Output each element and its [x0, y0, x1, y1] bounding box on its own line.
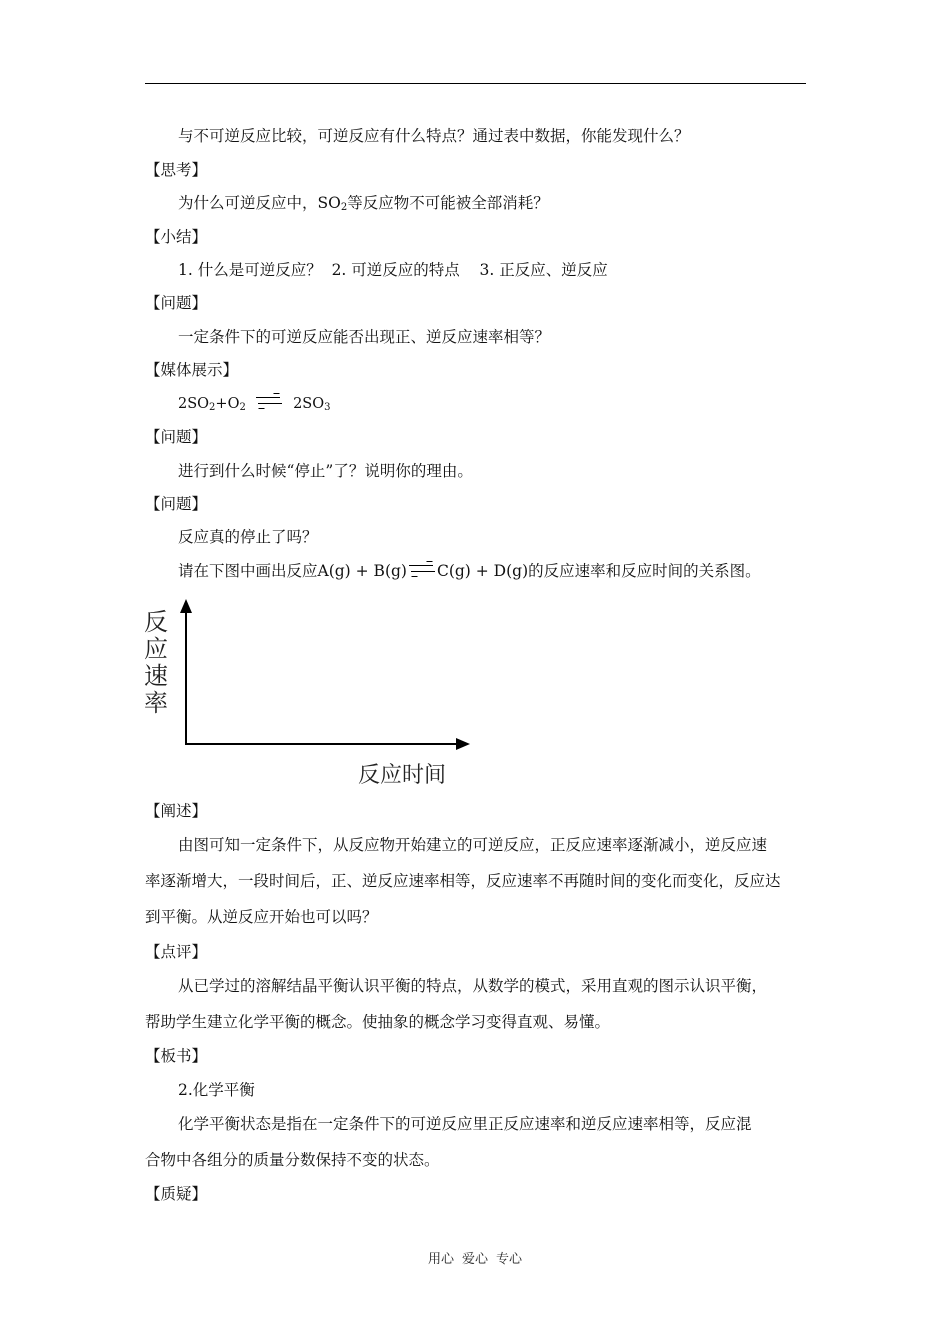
text-segment: 为什么可逆反应中，SO: [178, 194, 341, 212]
subscript: 2: [239, 402, 246, 413]
text-line: 率逐渐增大，一段时间后，正、逆反应速率相等，反应速率不再随时间的变化而变化，反应达: [145, 872, 781, 890]
section-heading: 【媒体展示】: [145, 361, 239, 379]
section-heading: 【板书】: [145, 1047, 208, 1065]
section-heading: 【阐述】: [145, 802, 208, 820]
section-heading: 【点评】: [145, 943, 208, 961]
page-footer: [0, 1248, 950, 1267]
y-axis-arrow-icon: [180, 599, 192, 613]
subscript: 2: [340, 202, 348, 213]
footer-text: 专心: [496, 1252, 523, 1267]
equation-term: +O: [215, 396, 240, 412]
section-heading: 【问题】: [145, 428, 208, 446]
section-heading: 【质疑】: [145, 1185, 208, 1203]
subscript: 3: [324, 402, 331, 413]
text-line: 进行到什么时候“停止”了？说明你的理由。: [178, 462, 473, 480]
equation-term: 2SO: [178, 396, 210, 412]
subscript: 2: [209, 402, 216, 413]
text-line: 从已学过的溶解结晶平衡认识平衡的特点，从数学的模式，采用直观的图示认识平衡，: [178, 977, 768, 995]
header-rule: [145, 83, 806, 84]
section-heading: 【问题】: [145, 294, 208, 312]
footer-text: 爱心: [461, 1252, 488, 1267]
text-line: [178, 561, 761, 581]
text-line: 帮助学生建立化学平衡的概念。使抽象的概念学习变得直观、易懂。: [145, 1013, 611, 1031]
equation-term: 2SO: [293, 396, 325, 412]
reversible-arrow-icon: [409, 563, 435, 575]
text-line: 化学平衡状态是指在一定条件下的可逆反应里正反应速率和逆反应速率相等，反应混: [178, 1115, 752, 1133]
section-heading: 【问题】: [145, 495, 208, 513]
text-line: 一定条件下的可逆反应能否出现正、逆反应速率相等？: [178, 328, 551, 346]
text-segment: 等反应物不可能被全部消耗？: [347, 194, 549, 212]
text-line: [178, 193, 549, 213]
text-line: 反应真的停止了吗？: [178, 528, 318, 546]
x-axis-arrow-icon: [456, 738, 470, 750]
footer-text: 用心: [427, 1252, 454, 1267]
text-segment: C(g) + D(g)的反应速率和反应时间的关系图。: [436, 562, 761, 580]
text-line: 到平衡。从逆反应开始也可以吗？: [145, 908, 378, 926]
text-line: 2.化学平衡: [178, 1081, 255, 1099]
section-heading: 【小结】: [145, 228, 208, 246]
reversible-arrow-icon: [256, 395, 282, 407]
y-axis-label: 反应速率: [144, 608, 168, 717]
rate-time-graph: [140, 595, 480, 790]
x-axis-label: 反应时间: [358, 763, 447, 788]
chemical-equation: [178, 394, 330, 414]
section-heading: 【思考】: [145, 161, 208, 179]
text-line: 1. 什么是可逆反应？ 2. 可逆反应的特点 3. 正反应、逆反应: [178, 261, 608, 279]
text-line: 与不可逆反应比较，可逆反应有什么特点？通过表中数据，你能发现什么？: [178, 127, 690, 145]
text-line: 合物中各组分的质量分数保持不变的状态。: [145, 1151, 440, 1169]
text-segment: 请在下图中画出反应A(g) + B(g): [178, 562, 407, 580]
text-line: 由图可知一定条件下，从反应物开始建立的可逆反应，正反应速率逐渐减小，逆反应速: [178, 836, 768, 854]
